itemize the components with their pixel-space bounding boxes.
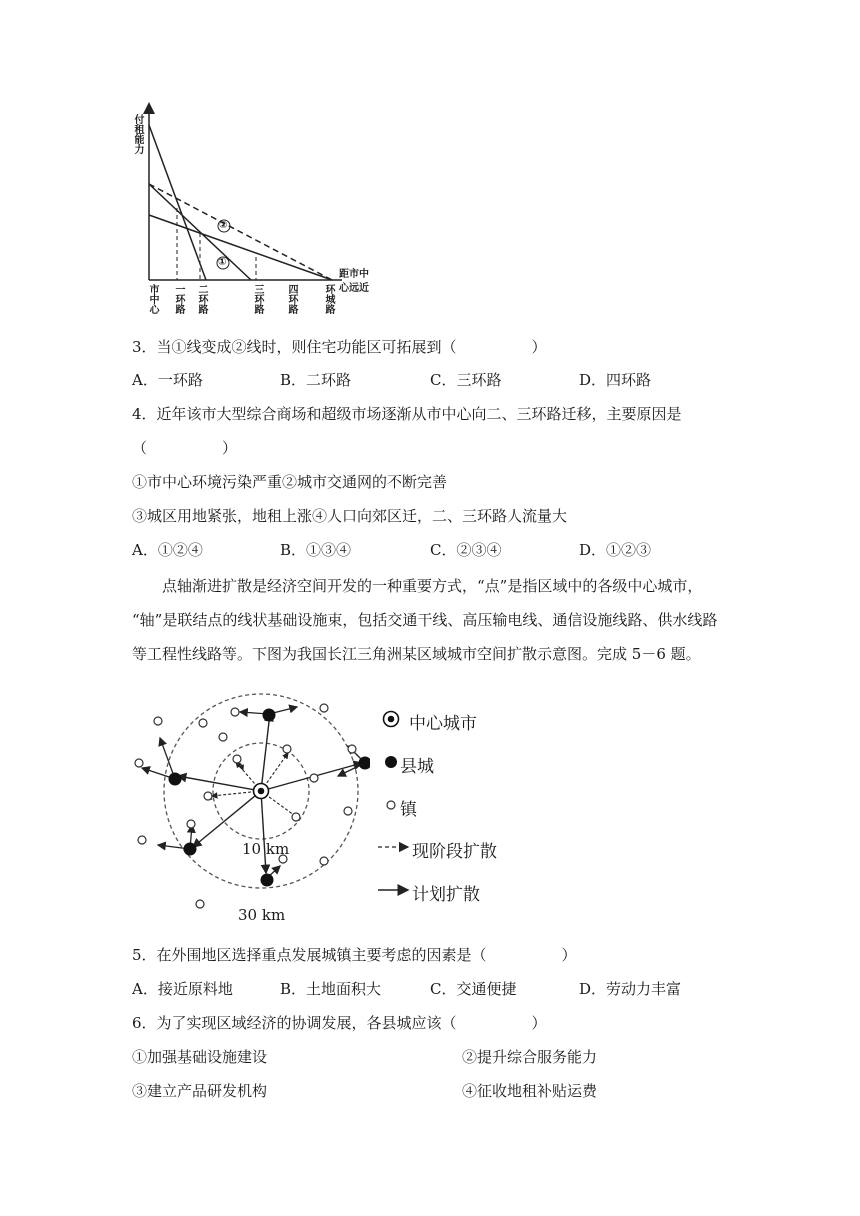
county-town xyxy=(261,874,274,887)
q4-option-b: B．①③④ xyxy=(280,541,352,559)
q3-option-b: B．二环路 xyxy=(280,371,352,389)
town xyxy=(233,755,241,763)
q4-item-line1: ①市中心环境污染严重②城市交通网的不断完善 xyxy=(132,473,448,491)
town xyxy=(283,745,291,753)
legend-planned-diffusion: 计划扩散 xyxy=(412,885,480,905)
legend-central-city: 中心城市 xyxy=(409,714,477,734)
q3-option-c: C．三环路 xyxy=(430,371,502,389)
y-axis-label: 付租能力 xyxy=(132,114,143,154)
town xyxy=(135,759,143,767)
q4-stem-line1: 4．近年该市大型综合商场和超级市场逐渐从市中心向二、三环路迁移，主要原因是 xyxy=(132,405,682,423)
q3-option-d: D．四环路 xyxy=(579,371,652,389)
curve-label-2: ② xyxy=(219,220,228,231)
q4-option-a: A．①②④ xyxy=(132,541,203,559)
county-town xyxy=(169,773,182,786)
outer-ring-label: 30 km xyxy=(238,906,286,924)
passage-line2: “轴”是联结点的线状基础设施束，包括交通干线、高压输电线、通信设施线路、供水线路 xyxy=(132,611,718,629)
q5-option-a: A．接近原料地 xyxy=(132,980,233,998)
passage-line1: 点轴渐进扩散是经济空间开发的一种重要方式，“点”是指区域中的各级中心城市， xyxy=(162,577,703,595)
town xyxy=(320,704,328,712)
q6-item-2: ②提升综合服务能力 xyxy=(462,1048,598,1066)
line-commercial xyxy=(149,125,206,280)
passage-line3: 等工程性线路等。下图为我国长江三角洲某区域城市空间扩散示意图。完成 5－6 题。 xyxy=(132,645,701,663)
x-axis-label-line1: 距市中 xyxy=(339,269,369,280)
tick-city-center: 市中心 xyxy=(147,284,158,314)
q5-option-d: D．劳动力丰富 xyxy=(579,980,682,998)
town xyxy=(219,733,227,741)
curve-label-1: ① xyxy=(218,257,227,268)
town xyxy=(310,774,318,782)
diffusion-map xyxy=(130,690,370,930)
town xyxy=(154,717,162,725)
town xyxy=(199,719,207,727)
bid-rent-diagram xyxy=(120,100,390,290)
tick-ring-3: 三环路 xyxy=(252,284,263,314)
tick-ring-city: 环城路 xyxy=(323,284,334,314)
tick-ring-1: 一环路 xyxy=(173,284,184,314)
tick-ring-4: 四环路 xyxy=(286,284,297,314)
legend-current-diffusion: 现阶段扩散 xyxy=(412,842,497,862)
q3-stem: 3．当①线变成②线时，则住宅功能区可拓展到（ ） xyxy=(132,338,547,356)
town xyxy=(138,836,146,844)
q6-item-1: ①加强基础设施建设 xyxy=(132,1048,268,1066)
q5-option-c: C．交通便捷 xyxy=(430,980,517,998)
q4-stem-line2: （ ） xyxy=(132,439,238,457)
q6-item-4: ④征收地租补贴运费 xyxy=(462,1082,598,1100)
q5-stem: 5．在外围地区选择重点发展城镇主要考虑的因素是（ ） xyxy=(132,946,577,964)
q4-option-c: C．②③④ xyxy=(430,541,502,559)
town xyxy=(348,745,356,753)
legend-town: 镇 xyxy=(400,800,417,820)
line-2-dashed xyxy=(149,184,332,280)
town xyxy=(320,857,328,865)
town xyxy=(204,792,212,800)
county-town xyxy=(263,709,276,722)
q3-option-a: A．一环路 xyxy=(132,371,203,389)
q4-item-line2: ③城区用地紧张，地租上涨④人口向郊区迁，二、三环路人流量大 xyxy=(132,507,568,525)
q4-option-d: D．①②③ xyxy=(579,541,652,559)
legend-county-town: 县城 xyxy=(400,757,434,777)
q5-option-b: B．土地面积大 xyxy=(280,980,382,998)
x-axis-label-line2: 心远近 xyxy=(339,283,369,294)
town xyxy=(231,708,239,716)
town xyxy=(187,820,195,828)
tick-ring-2: 二环路 xyxy=(196,284,207,314)
inner-ring-label: 10 km xyxy=(242,840,290,858)
town xyxy=(196,900,204,908)
town xyxy=(344,807,352,815)
q6-item-3: ③建立产品研发机构 xyxy=(132,1082,268,1100)
county-town xyxy=(184,843,197,856)
town xyxy=(292,813,300,821)
q6-stem: 6．为了实现区域经济的协调发展，各县城应该（ ） xyxy=(132,1014,547,1032)
